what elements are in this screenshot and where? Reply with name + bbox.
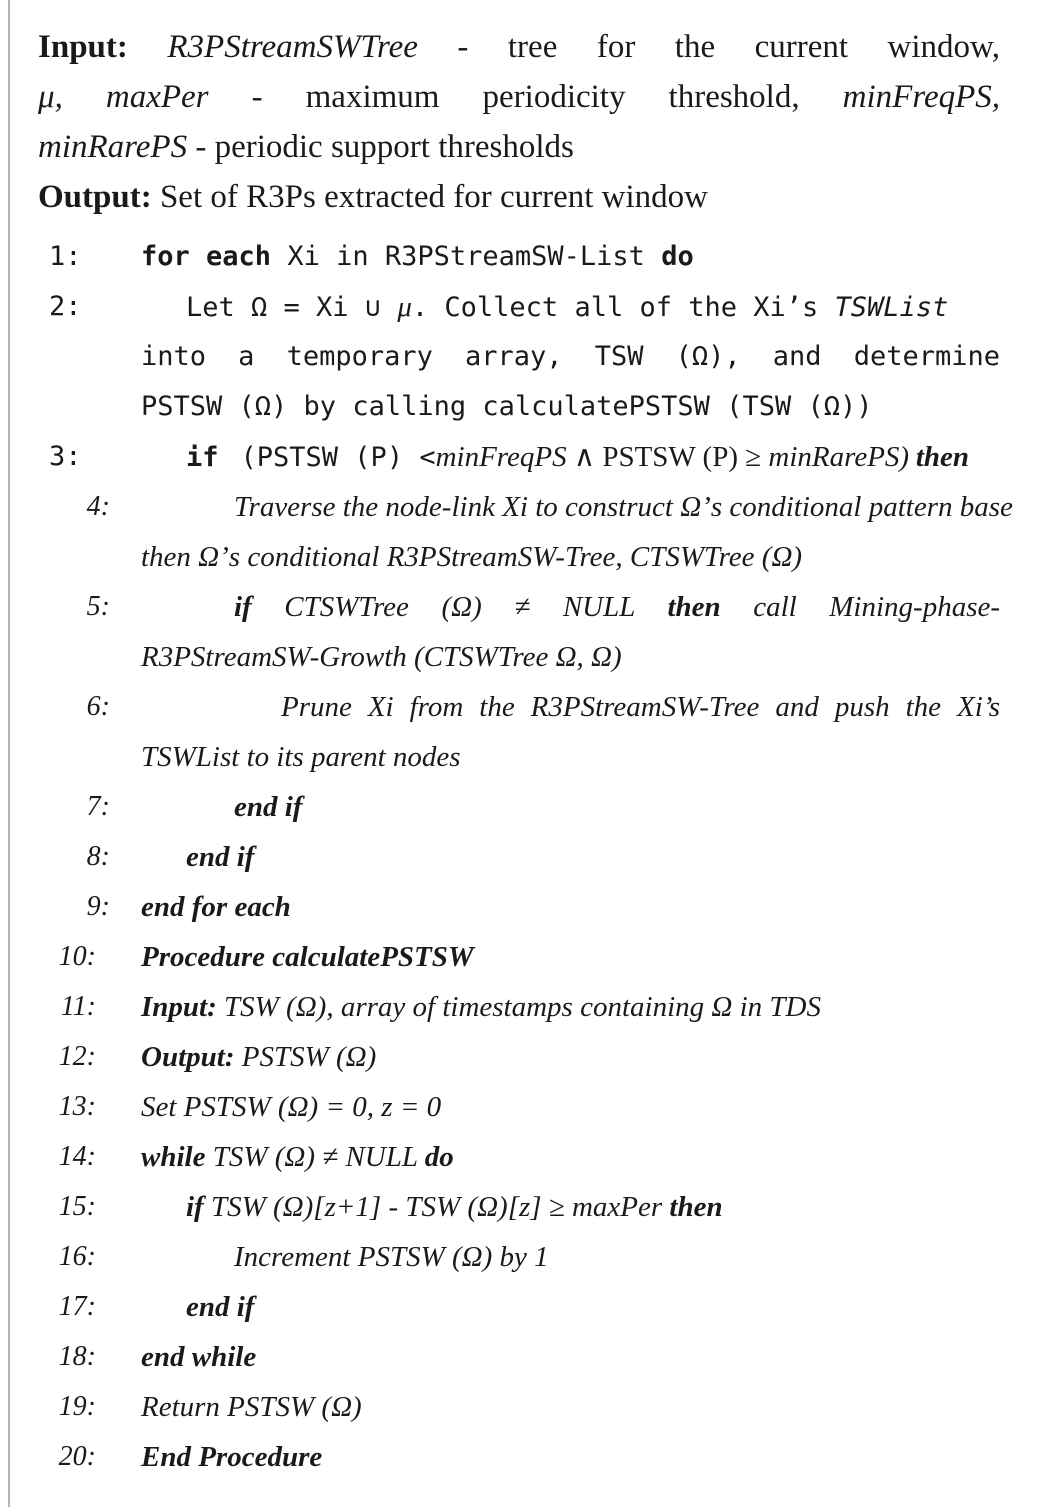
line-5-part: call Mining-phase-	[753, 591, 1001, 623]
line-2-part: Let Ω = Xi ∪	[186, 292, 398, 323]
line-15	[38, 1182, 1047, 1232]
keyword-for-each: for each	[141, 241, 272, 272]
line-number: 5:	[86, 591, 110, 622]
line-11-part: TSW (Ω), array of timestamps containing Ω in TDS	[216, 991, 821, 1023]
line-6-cont	[38, 732, 1047, 782]
line-6	[38, 682, 1047, 732]
line-20	[38, 1432, 1047, 1482]
line-4-text: Traverse the node-link Xi to construct Ω’s conditional pattern base	[234, 491, 1013, 523]
line-5-part: CTSWTree (Ω) ≠ NULL	[284, 591, 635, 623]
line-number: 19:	[58, 1391, 96, 1422]
line-3-part: minFreqPS	[435, 441, 567, 473]
line-9-text: end for each	[141, 891, 291, 923]
line-number: 3:	[49, 441, 82, 472]
line-4-continuation: then Ω’s conditional R3PStreamSW-Tree, CTSWTree (Ω)	[141, 541, 803, 573]
line-11-text	[141, 982, 1000, 1032]
keyword-do: do	[661, 241, 694, 272]
line-2-continuation: PSTSW (Ω) by calling calculatePSTSW (TSW (Ω))	[141, 391, 873, 422]
input-maxper: maxPer	[105, 79, 209, 115]
line-14	[38, 1132, 1047, 1182]
input-maxper-desc: - maximum periodicity threshold,	[251, 79, 800, 115]
line-12	[38, 1032, 1047, 1082]
line-9	[38, 882, 1047, 932]
line-number: 14:	[58, 1141, 96, 1172]
line-15-part: TSW (Ω)[z+1] - TSW (Ω)[z] ≥ maxPer	[203, 1191, 670, 1223]
line-3-part: ∧ PSTSW (P) ≥	[566, 441, 769, 473]
keyword-if: if	[186, 1191, 204, 1223]
line-number: 4:	[86, 491, 110, 522]
line-20-text: End Procedure	[141, 1441, 323, 1473]
line-10	[38, 932, 1047, 982]
input-minfreqps: minFreqPS,	[842, 79, 1001, 115]
line-number: 17:	[58, 1291, 96, 1322]
input-mu: μ,	[38, 79, 63, 115]
keyword-output: Output:	[141, 1041, 235, 1073]
line-11	[38, 982, 1047, 1032]
tswlist-term: TSWList	[834, 292, 949, 323]
line-18	[38, 1332, 1047, 1382]
line-3-part: minRarePS)	[768, 441, 910, 473]
line-number: 8:	[86, 841, 110, 872]
loop-subject: Xi in R3PStreamSW-List	[287, 241, 645, 272]
line-number: 6:	[86, 691, 110, 722]
output-label: Output:	[38, 179, 152, 215]
line-2	[38, 282, 1047, 332]
line-12-part: PSTSW (Ω)	[234, 1041, 377, 1073]
line-17	[38, 1282, 1047, 1332]
line-17-text: end if	[186, 1291, 255, 1323]
line-8	[38, 832, 1047, 882]
keyword-while: while	[141, 1141, 206, 1173]
line-number: 11:	[60, 991, 96, 1022]
left-border-rule	[8, 0, 10, 1507]
input-tree-name: R3PStreamSWTree	[167, 29, 418, 65]
input-line-2	[38, 72, 1000, 122]
line-7	[38, 782, 1047, 832]
line-number: 15:	[58, 1191, 96, 1222]
line-4	[38, 482, 1047, 532]
input-line-3	[38, 122, 1000, 172]
line-13	[38, 1082, 1047, 1132]
line-12-text	[141, 1032, 1000, 1082]
line-2-continuation: into a temporary array, TSW (Ω), and determine	[141, 341, 1000, 372]
line-3-text	[186, 432, 1000, 483]
line-2-text	[186, 282, 1000, 333]
line-5-cont	[38, 632, 1047, 682]
line-5-text	[234, 582, 1000, 632]
line-19	[38, 1382, 1047, 1432]
line-1	[38, 232, 1047, 282]
line-14-part: TSW (Ω) ≠ NULL	[205, 1141, 425, 1173]
keyword-then: then	[915, 441, 970, 473]
keyword-if: if	[186, 442, 219, 473]
line-7-text: end if	[234, 791, 303, 823]
line-19-text: Return PSTSW (Ω)	[141, 1391, 362, 1423]
line-2-cont-1	[38, 332, 1047, 382]
line-4-cont	[38, 532, 1047, 582]
line-number: 13:	[58, 1091, 96, 1122]
keyword-if: if	[234, 591, 252, 623]
line-number: 2:	[49, 291, 82, 322]
input-label: Input:	[38, 29, 128, 65]
line-2-part: . Collect all of the Xi’s	[411, 292, 835, 323]
line-2-cont-2	[38, 382, 1047, 432]
line-13-text: Set PSTSW (Ω) = 0, z = 0	[141, 1091, 442, 1123]
line-number: 16:	[58, 1241, 96, 1272]
line-6-continuation: TSWList to its parent nodes	[141, 741, 461, 773]
keyword-do: do	[424, 1141, 454, 1173]
input-tree-desc: - tree for the current window,	[457, 29, 1000, 65]
line-15-text	[186, 1182, 1000, 1232]
line-14-text	[141, 1132, 1000, 1182]
output-text: Set of R3Ps extracted for current window	[159, 179, 708, 215]
keyword-input: Input:	[141, 991, 217, 1023]
line-number: 1:	[49, 241, 82, 272]
keyword-then: then	[667, 591, 721, 623]
line-16-text: Increment PSTSW (Ω) by 1	[234, 1241, 549, 1273]
line-8-text: end if	[186, 841, 255, 873]
line-18-text: end while	[141, 1341, 257, 1373]
line-3-part: (PSTSW (P) <	[240, 442, 436, 473]
input-minrareps: minRarePS	[38, 129, 188, 165]
input-threshold-desc: - periodic support thresholds	[195, 129, 574, 165]
input-line-1	[38, 22, 1000, 72]
line-number: 18:	[58, 1341, 96, 1372]
line-3	[38, 432, 1047, 482]
line-number: 12:	[58, 1041, 96, 1072]
line-1-text	[141, 232, 1000, 282]
line-number: 20:	[58, 1441, 96, 1472]
mu-symbol: μ	[397, 291, 412, 323]
line-6-text: Prune Xi from the R3PStreamSW-Tree and push the Xi’s	[281, 691, 1000, 723]
line-10-text: Procedure calculatePSTSW	[141, 941, 474, 973]
keyword-then: then	[669, 1191, 723, 1223]
line-16	[38, 1232, 1047, 1282]
line-number: 7:	[86, 791, 110, 822]
line-5-continuation: R3PStreamSW-Growth (CTSWTree Ω, Ω)	[141, 641, 622, 673]
algorithm-header	[38, 22, 1000, 222]
algorithm-body	[38, 232, 1047, 1492]
line-number: 9:	[86, 891, 110, 922]
line-number: 10:	[58, 941, 96, 972]
output-line	[38, 172, 1000, 222]
line-5	[38, 582, 1047, 632]
